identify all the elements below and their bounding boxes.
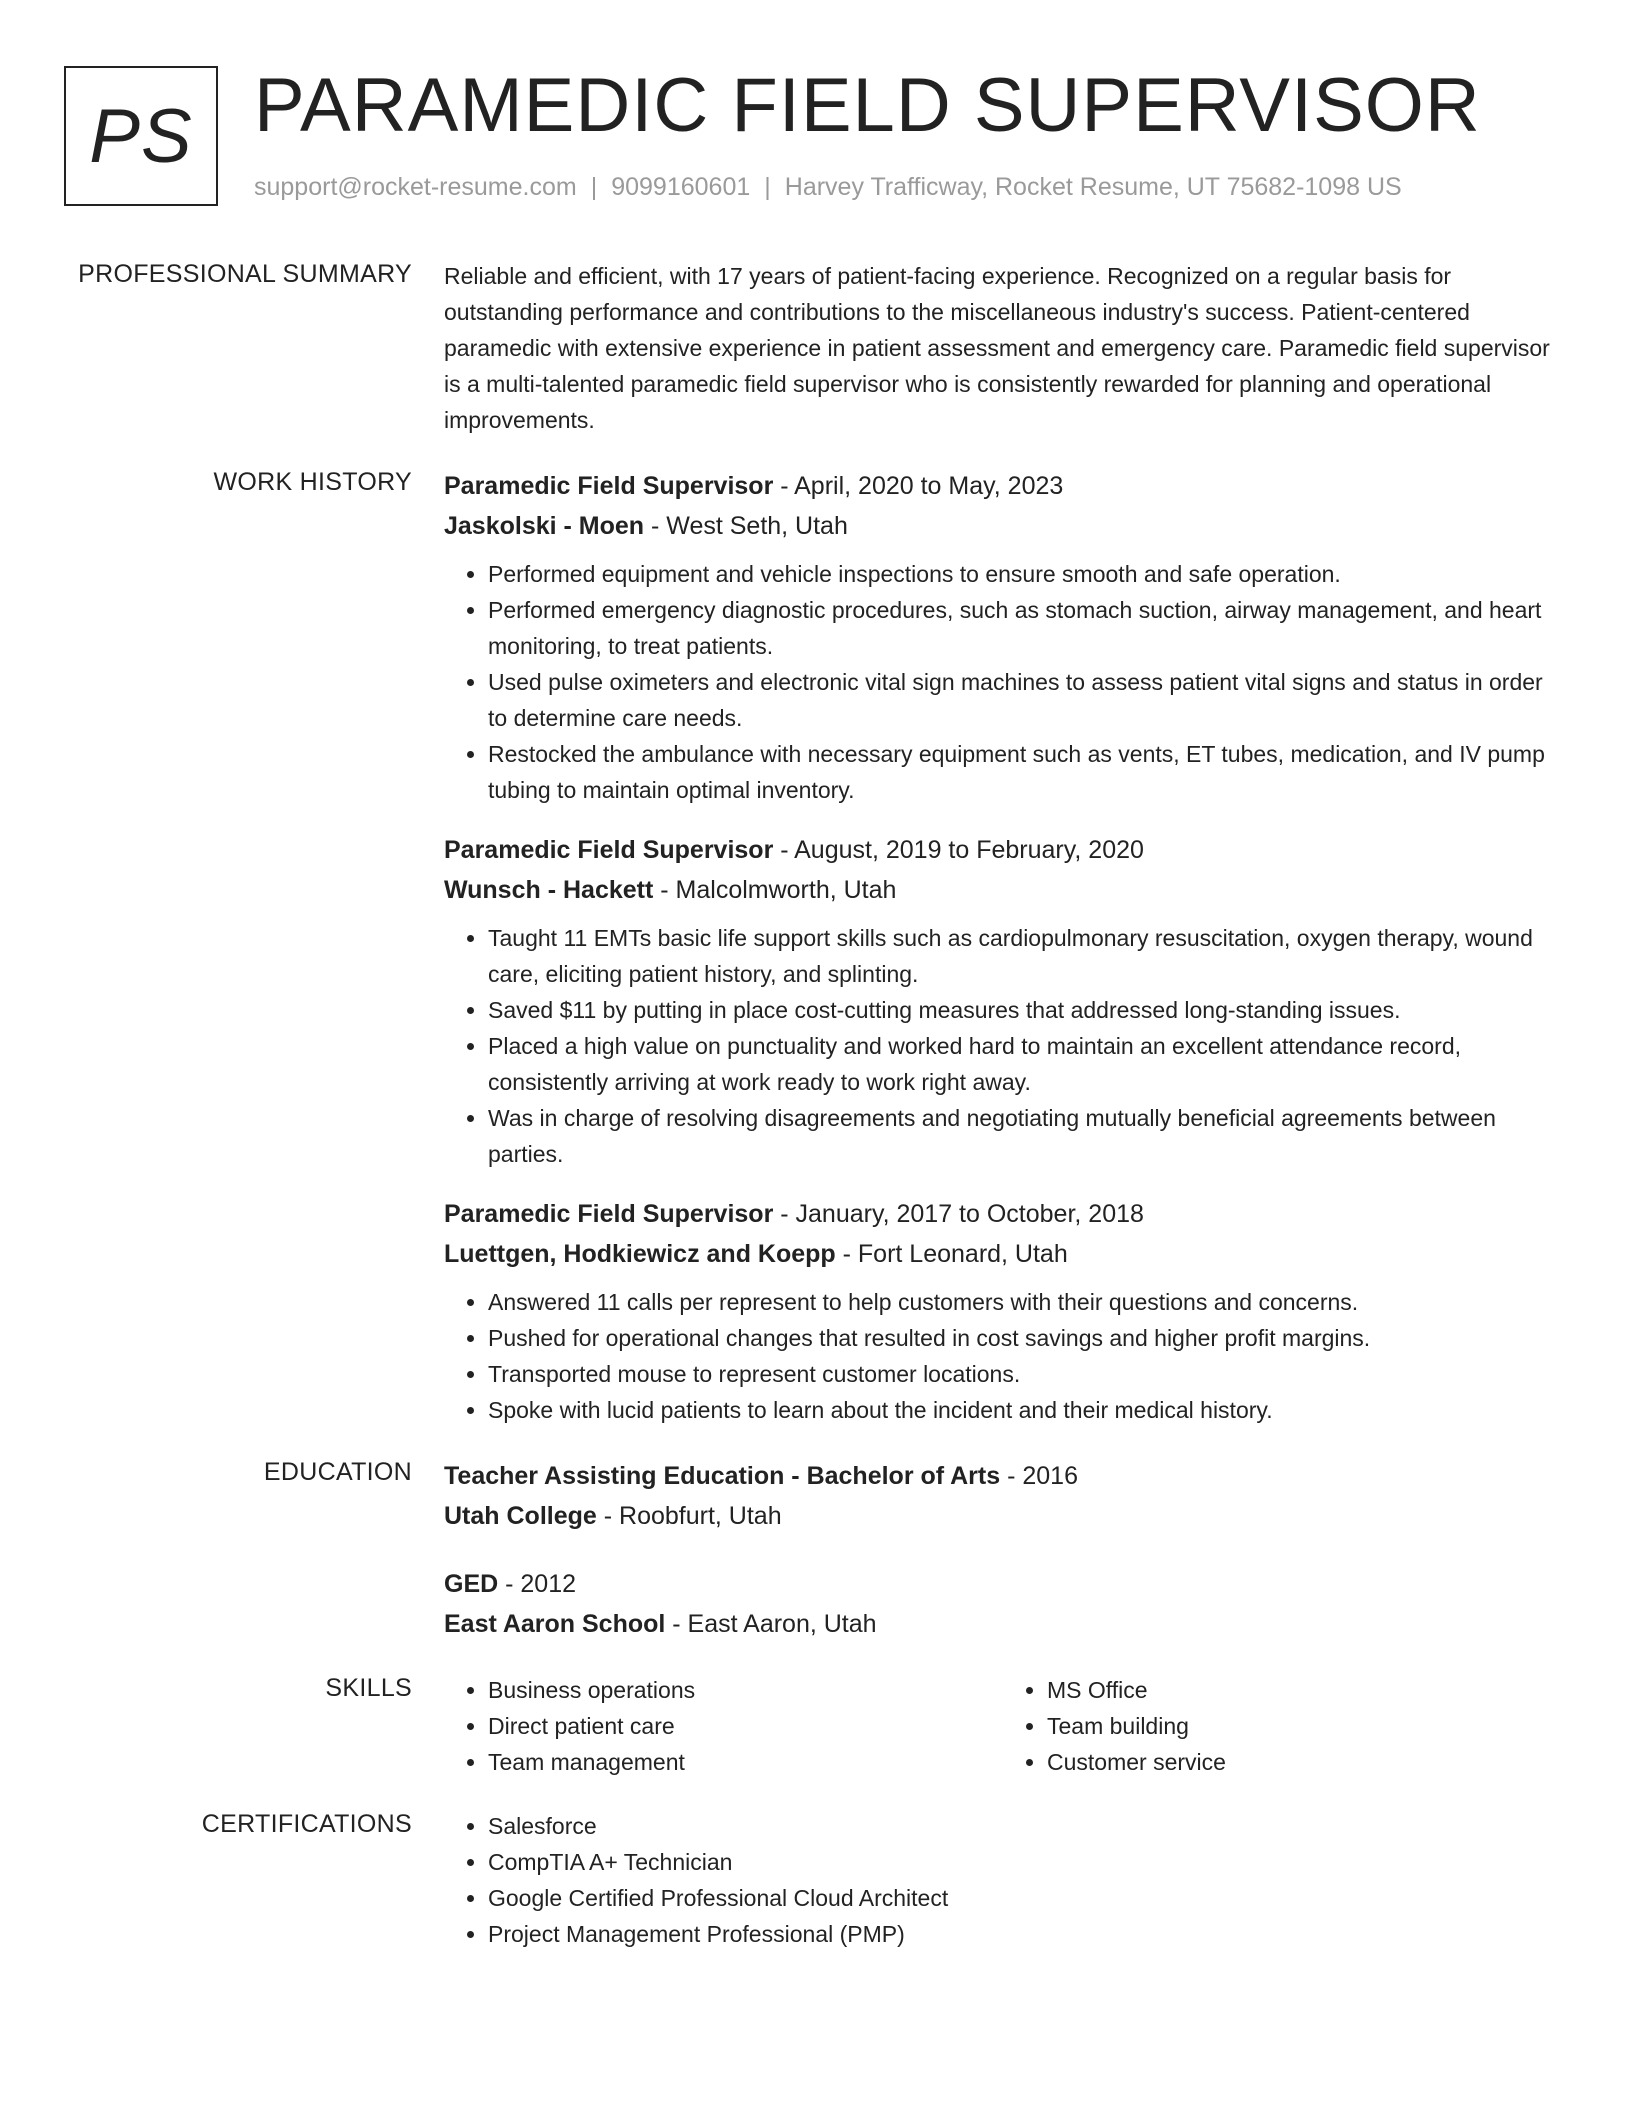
job-entry [444, 466, 1562, 808]
job-company: Jaskolski - Moen [444, 512, 645, 540]
skill-item: • Customer service [1047, 1744, 1562, 1780]
contact-phone[interactable]: 9099160601 [611, 173, 751, 201]
resume-sections [0, 258, 1632, 1980]
section-professional-summary [0, 258, 1632, 438]
job-entry [444, 1194, 1562, 1428]
education-school-line [444, 1604, 1562, 1644]
contact-line [254, 172, 1402, 202]
certification-item: • Project Management Professional (PMP) [488, 1916, 1562, 1952]
section-body [444, 466, 1562, 1428]
education-location: - East Aaron, Utah [665, 1610, 877, 1638]
section-certifications [0, 1808, 1632, 1952]
job-bullets [444, 1284, 1562, 1428]
contact-separator: | [764, 173, 771, 201]
job-bullet: • Spoke with lucid patients to learn about the incident and their medical history. [488, 1392, 1562, 1428]
education-entry [444, 1564, 1562, 1644]
education-year: - 2016 [1000, 1462, 1078, 1490]
job-location: - Fort Leonard, Utah [835, 1240, 1068, 1268]
education-degree-line [444, 1564, 1562, 1604]
skill-item: • Direct patient care [488, 1708, 1003, 1744]
section-body [444, 1808, 1562, 1952]
job-company-line [444, 506, 1562, 546]
job-bullet: • Performed emergency diagnostic procedures, such as stomach suction, airway management, and heart monitoring, to treat patients. [488, 592, 1562, 664]
job-entry [444, 830, 1562, 1172]
job-title-line [444, 830, 1562, 870]
section-label: SKILLS [325, 1674, 412, 1702]
job-bullet: • Restocked the ambulance with necessary equipment such as vents, ET tubes, medication, and IV pump tubing to maintain optimal inventory. [488, 736, 1562, 808]
contact-email[interactable]: support@rocket-resume.com [254, 173, 577, 201]
certification-item: • Google Certified Professional Cloud Architect [488, 1880, 1562, 1916]
job-title: Paramedic Field Supervisor [444, 836, 774, 864]
summary-text: Reliable and efficient, with 17 years of patient-facing experience. Recognized on a regular basis for outstanding performance and contributions to the miscellaneous industry's success. Patient-centered paramedic with extensive experience in patient assessment and emergency care. Paramedic field supervisor is a multi-talented paramedic field supervisor who is consistently rewarded for planning and operational improvements. [444, 263, 1550, 433]
education-school: Utah College [444, 1502, 597, 1530]
job-dates: - April, 2020 to May, 2023 [773, 472, 1064, 500]
skills-column-left [444, 1672, 1003, 1780]
job-bullet: • Taught 11 EMTs basic life support skills such as cardiopulmonary resuscitation, oxygen therapy, wound care, eliciting patient history, and splinting. [488, 920, 1562, 992]
skill-item: • Team building [1047, 1708, 1562, 1744]
education-degree: GED [444, 1570, 499, 1598]
certification-list [444, 1808, 1562, 1952]
education-degree: Teacher Assisting Education - Bachelor of Arts [444, 1462, 1001, 1490]
education-school: East Aaron School [444, 1610, 666, 1638]
skills-grid [444, 1672, 1562, 1780]
job-bullet: • Pushed for operational changes that resulted in cost savings and higher profit margins. [488, 1320, 1562, 1356]
job-bullet: • Performed equipment and vehicle inspections to ensure smooth and safe operation. [488, 556, 1562, 592]
job-location: - West Seth, Utah [644, 512, 848, 540]
job-company: Wunsch - Hackett [444, 876, 654, 904]
job-bullet: • Was in charge of resolving disagreements and negotiating mutually beneficial agreements between parties. [488, 1100, 1562, 1172]
job-company-line [444, 1234, 1562, 1274]
monogram-badge: PS [64, 66, 218, 206]
resume-header [64, 63, 1584, 208]
section-work-history [0, 466, 1632, 1428]
education-degree-line [444, 1456, 1562, 1496]
certification-item: • Salesforce [488, 1808, 1562, 1844]
job-company: Luettgen, Hodkiewicz and Koepp [444, 1240, 836, 1268]
skills-column-right [1003, 1672, 1562, 1780]
job-bullets [444, 920, 1562, 1172]
education-year: - 2012 [498, 1570, 577, 1598]
job-bullet: • Transported mouse to represent customer locations. [488, 1356, 1562, 1392]
skill-item: • MS Office [1047, 1672, 1562, 1708]
job-dates: - January, 2017 to October, 2018 [773, 1200, 1144, 1228]
certification-item: • CompTIA A+ Technician [488, 1844, 1562, 1880]
job-bullet: • Answered 11 calls per represent to help customers with their questions and concerns. [488, 1284, 1562, 1320]
education-entry [444, 1456, 1562, 1536]
job-bullet: • Placed a high value on punctuality and worked hard to maintain an excellent attendance record, consistently arriving at work ready to work right away. [488, 1028, 1562, 1100]
section-body [444, 1456, 1562, 1644]
section-label: CERTIFICATIONS [201, 1810, 412, 1838]
skill-item: • Business operations [488, 1672, 1003, 1708]
section-education [0, 1456, 1632, 1644]
skill-item: • Team management [488, 1744, 1003, 1780]
education-school-line [444, 1496, 1562, 1536]
section-label: WORK HISTORY [213, 468, 412, 496]
contact-separator: | [590, 173, 598, 201]
section-label: EDUCATION [263, 1458, 412, 1486]
job-bullets [444, 556, 1562, 808]
contact-address: Harvey Trafficway, Rocket Resume, UT 75682-1098 US [784, 173, 1402, 201]
section-skills [0, 1672, 1632, 1780]
job-bullet: • Saved $11 by putting in place cost-cutting measures that addressed long-standing issues. [488, 992, 1562, 1028]
education-location: - Roobfurt, Utah [596, 1502, 782, 1530]
section-body [444, 1672, 1562, 1780]
section-label: PROFESSIONAL SUMMARY [78, 260, 412, 288]
section-body [444, 258, 1562, 438]
resume-title: PARAMEDIC FIELD SUPERVISOR [254, 63, 1481, 148]
job-dates: - August, 2019 to February, 2020 [773, 836, 1144, 864]
job-title: Paramedic Field Supervisor [444, 472, 774, 500]
job-title: Paramedic Field Supervisor [444, 1200, 774, 1228]
job-bullet: • Used pulse oximeters and electronic vital sign machines to assess patient vital signs and status in order to determine care needs. [488, 664, 1562, 736]
job-title-line [444, 1194, 1562, 1234]
job-location: - Malcolmworth, Utah [653, 876, 897, 904]
job-title-line [444, 466, 1562, 506]
job-company-line [444, 870, 1562, 910]
